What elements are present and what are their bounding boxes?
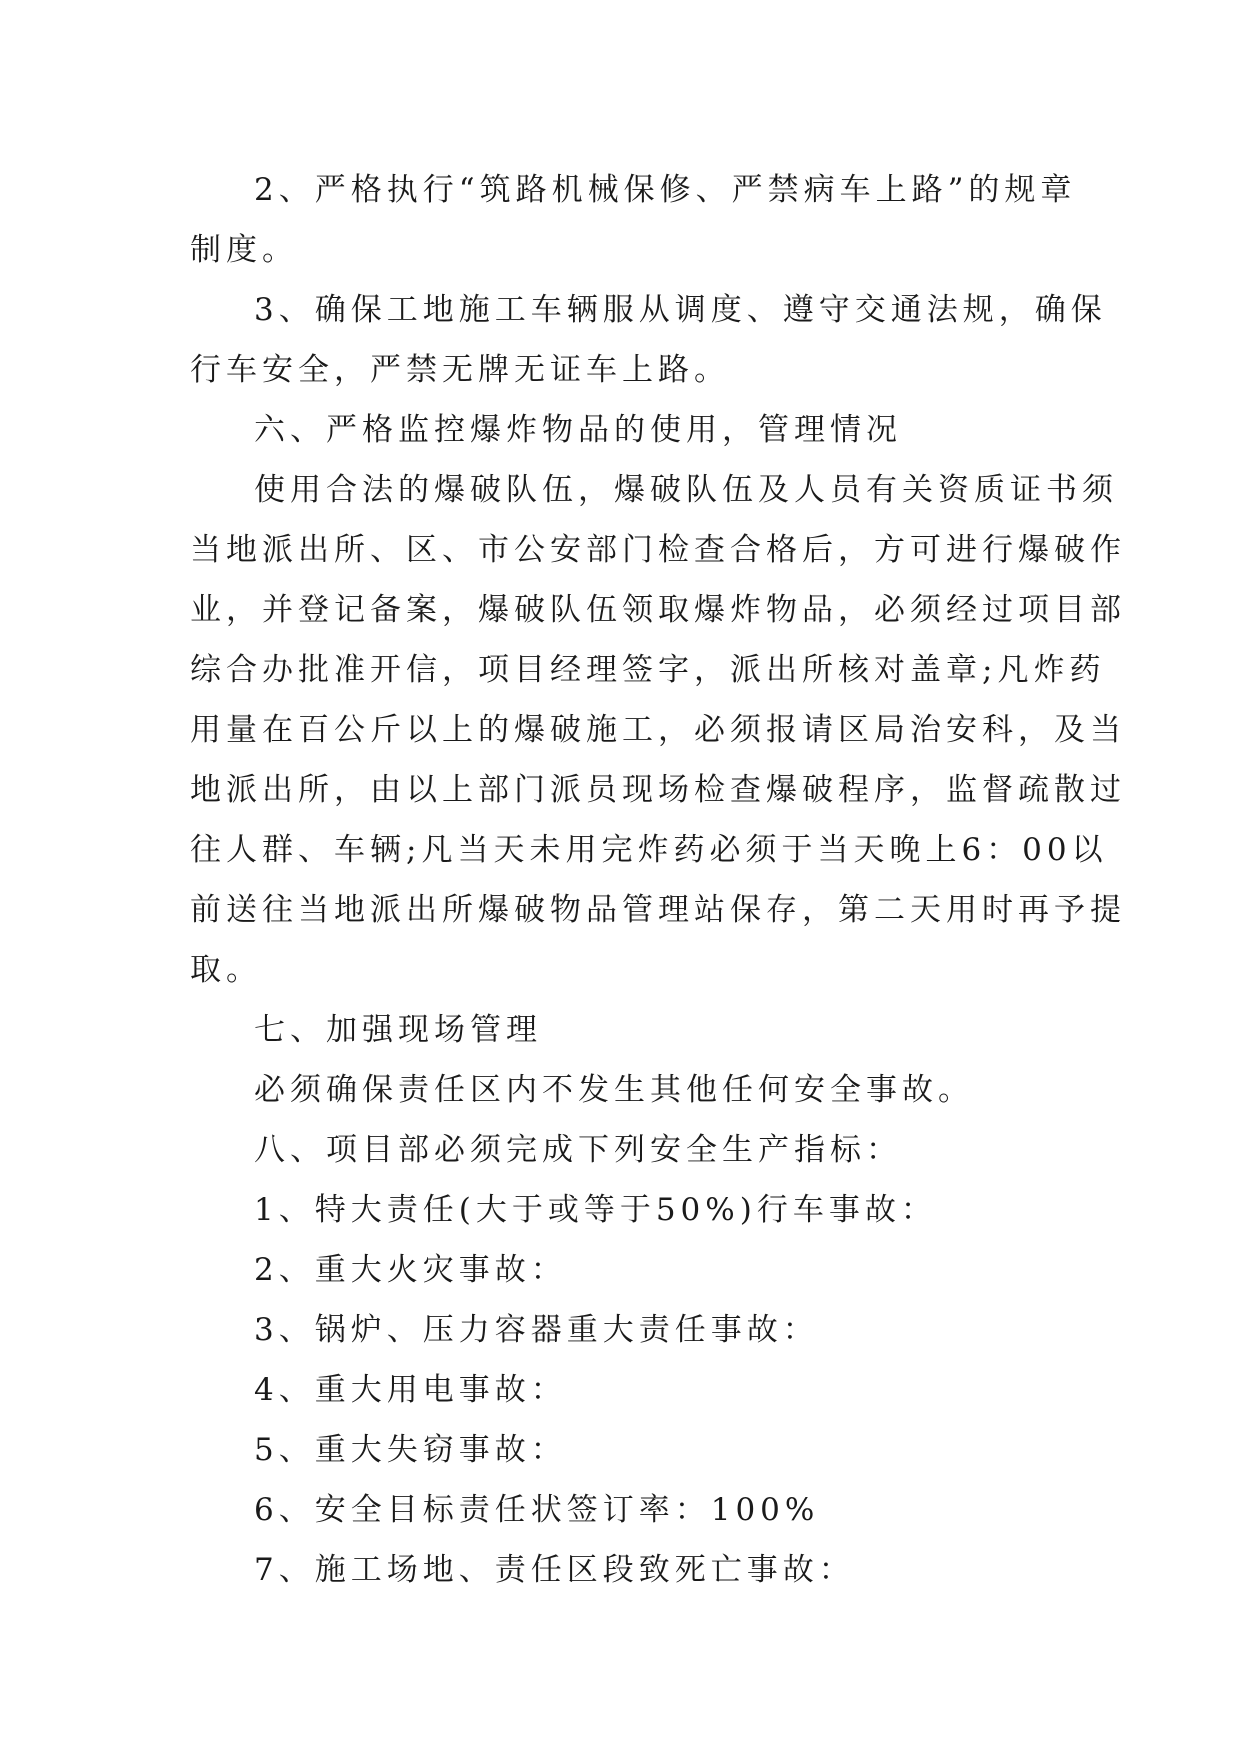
list-item: 4、重大用电事故： [254, 1372, 567, 1408]
paragraph-line: 必须确保责任区内不发生其他任何安全事故。 [254, 1072, 974, 1108]
section-heading-8: 八、项目部必须完成下列安全生产指标： [254, 1132, 902, 1168]
paragraph-line: 当地派出所、区、市公安部门检查合格后，方可进行爆破作 [190, 532, 1126, 568]
list-item: 2、重大火灾事故： [254, 1252, 567, 1288]
list-item: 6、安全目标责任状签订率：100% [254, 1492, 820, 1528]
paragraph-line: 行车安全，严禁无牌无证车上路。 [190, 352, 730, 388]
paragraph-line: 前送往当地派出所爆破物品管理站保存，第二天用时再予提 [190, 892, 1126, 928]
paragraph-line: 2、严格执行“筑路机械保修、严禁病车上路”的规章 [254, 172, 1077, 208]
paragraph-line: 用量在百公斤以上的爆破施工，必须报请区局治安科，及当 [190, 712, 1126, 748]
paragraph-line: 往人群、车辆;凡当天未用完炸药必须于当天晚上6：00以 [190, 832, 1108, 868]
paragraph-line: 业，并登记备案，爆破队伍领取爆炸物品，必须经过项目部 [190, 592, 1126, 628]
section-heading-7: 七、加强现场管理 [254, 1012, 542, 1048]
document-body [190, 160, 1126, 1600]
paragraph-line: 制度。 [190, 232, 298, 268]
list-item: 3、锅炉、压力容器重大责任事故： [254, 1312, 819, 1348]
section-heading-6: 六、严格监控爆炸物品的使用，管理情况 [254, 412, 902, 448]
paragraph-line: 3、确保工地施工车辆服从调度、遵守交通法规，确保 [254, 292, 1107, 328]
paragraph-line: 使用合法的爆破队伍，爆破队伍及人员有关资质证书须 [254, 472, 1118, 508]
list-item: 1、特大责任(大于或等于50%)行车事故： [254, 1192, 937, 1228]
list-item: 5、重大失窃事故： [254, 1432, 567, 1468]
paragraph-line: 取。 [190, 952, 262, 988]
list-item: 7、施工场地、责任区段致死亡事故： [254, 1552, 855, 1588]
paragraph-line: 地派出所，由以上部门派员现场检查爆破程序，监督疏散过 [190, 772, 1126, 808]
paragraph-line: 综合办批准开信，项目经理签字，派出所核对盖章;凡炸药 [190, 652, 1106, 688]
